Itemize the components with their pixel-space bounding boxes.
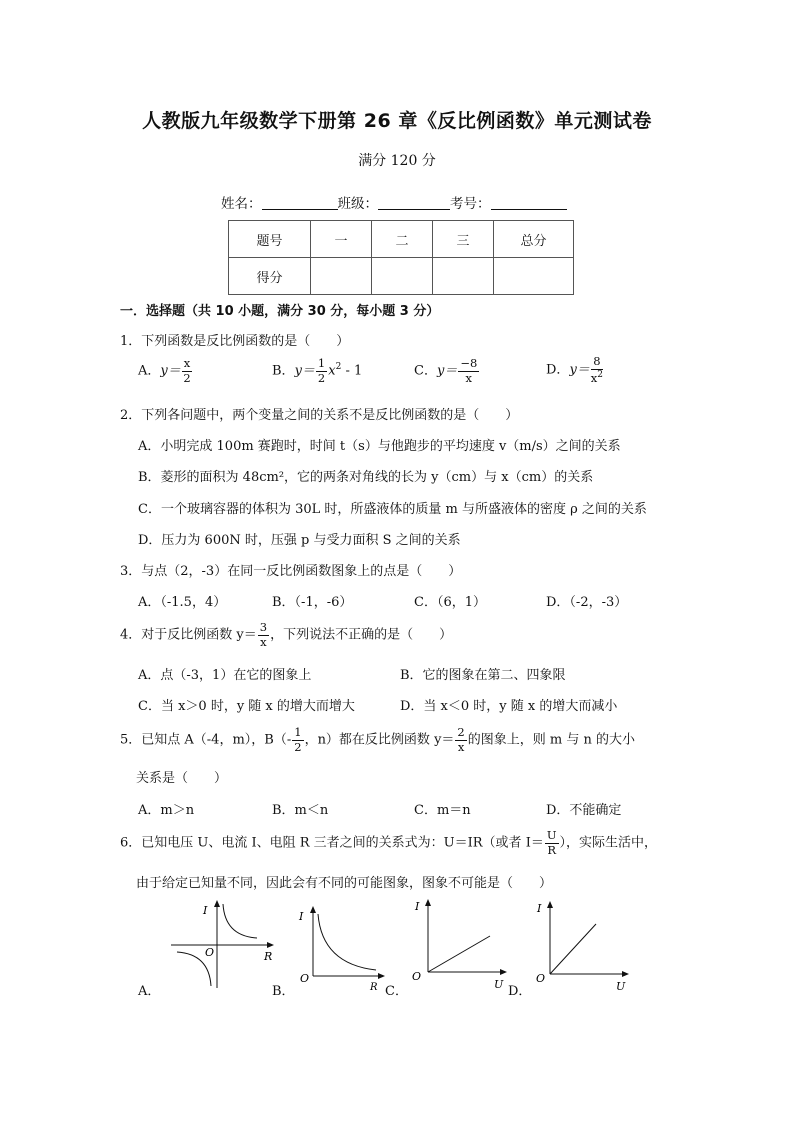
- denominator-base: x: [590, 370, 598, 385]
- fraction: [292, 727, 303, 753]
- numerator: 8: [593, 354, 601, 368]
- q2-option-b[interactable]: B．菱形的面积为 48cm²，它的两条对角线的长为 y（cm）与 x（cm）的关系: [138, 470, 594, 485]
- y-axis-arrow: [214, 900, 220, 907]
- number-label: 考号：: [450, 196, 491, 212]
- origin-label: O: [536, 972, 546, 985]
- option-label: C．: [414, 363, 437, 379]
- graph-a[interactable]: [165, 898, 277, 992]
- x-axis-arrow: [622, 971, 629, 977]
- numerator: 1: [294, 725, 302, 739]
- denominator: 2: [317, 370, 326, 385]
- exponent: 2: [335, 362, 342, 373]
- origin-label: O: [300, 972, 310, 985]
- linear-graph: [428, 936, 490, 972]
- question-3-stem: 3．与点（2，-3）在同一反比例函数图象上的点是（ ）: [120, 564, 462, 579]
- axis-label-x: U: [616, 980, 626, 992]
- option-label: B．: [272, 363, 295, 379]
- numerator: 3: [259, 620, 268, 634]
- question-6-stem: [120, 830, 657, 856]
- formula-lhs: y＝: [436, 363, 458, 379]
- stem-text: ，n）都在反比例函数 y＝: [304, 732, 455, 748]
- name-blank[interactable]: [262, 195, 338, 210]
- q6-option-d-label[interactable]: D．: [508, 984, 532, 999]
- stem-text: 4．对于反比例函数 y＝: [120, 627, 257, 643]
- option-label: A．: [138, 363, 161, 379]
- axis-label-x: U: [494, 978, 504, 991]
- numerator: 2: [457, 725, 465, 739]
- section-heading: 一．选择题（共 10 小题，满分 30 分，每小题 3 分）: [120, 304, 440, 319]
- linear-graph: [550, 924, 596, 974]
- class-label: 班级：: [337, 196, 378, 212]
- x-axis-arrow: [267, 942, 274, 948]
- q2-option-a[interactable]: A．小明完成 100m 赛跑时，时间 t（s）与他跑步的平均速度 v（m/s）之间的关系: [138, 439, 621, 454]
- question-5-stem-line2: 关系是（ ）: [136, 771, 228, 786]
- question-4-stem: [120, 622, 452, 648]
- graph-d[interactable]: [532, 898, 632, 992]
- denominator: 2: [294, 739, 302, 754]
- q6-option-a-label[interactable]: A．: [138, 984, 161, 999]
- q5-option-c[interactable]: C．m＝n: [414, 803, 471, 818]
- denominator: x: [457, 739, 465, 754]
- axis-label-y: I: [537, 902, 542, 915]
- axis-label-x: R: [370, 982, 378, 992]
- q1-option-b[interactable]: [272, 358, 362, 384]
- option-label: D．: [546, 362, 570, 378]
- question-2-stem: 2．下列各问题中，两个变量之间的关系不是反比例函数的是（ ）: [120, 408, 519, 423]
- stem-text: ），实际生活中，: [559, 835, 658, 851]
- class-blank[interactable]: [378, 195, 450, 210]
- denominator: R: [547, 842, 557, 857]
- numerator: x: [183, 356, 191, 370]
- origin-label: O: [412, 970, 422, 983]
- fraction: [455, 727, 466, 753]
- stem-text: 的图象上，则 m 与 n 的大小: [467, 732, 635, 748]
- axis-label-y: I: [203, 904, 208, 917]
- stem-text: 6．已知电压 U、电流 I、电阻 R 三者之间的关系式为：U＝IR（或者 I＝: [120, 835, 544, 851]
- table-cell[interactable]: [433, 258, 494, 295]
- q3-option-a[interactable]: A．（-1.5，4）: [138, 595, 227, 610]
- variable: x: [328, 363, 336, 379]
- curve-branch: [318, 914, 376, 970]
- question-5-stem: [120, 727, 635, 753]
- fraction: [182, 358, 193, 384]
- x-axis-arrow: [378, 973, 385, 979]
- q1-option-a[interactable]: [138, 358, 193, 384]
- q4-option-a[interactable]: A．点（-3，1）在它的图象上: [138, 668, 312, 683]
- table-cell: 三: [433, 221, 494, 258]
- q2-option-c[interactable]: C．一个玻璃容器的体积为 30L 时，所盛液体的质量 m 与所盛液体的密度 ρ 之间的关系: [138, 502, 647, 517]
- exponent: 2: [597, 369, 604, 380]
- x-axis-arrow: [500, 969, 507, 975]
- table-cell[interactable]: [311, 258, 372, 295]
- student-info-line: [221, 192, 567, 212]
- denominator: x: [260, 634, 267, 649]
- table-cell[interactable]: [494, 258, 574, 295]
- table-cell[interactable]: [372, 258, 433, 295]
- curve-branch-1: [223, 904, 257, 938]
- axis-label-y: I: [415, 900, 420, 913]
- table-cell: 一: [311, 221, 372, 258]
- table-cell: 题号: [229, 221, 311, 258]
- fraction: [591, 356, 603, 384]
- q3-option-b[interactable]: B．（-1，-6）: [272, 595, 353, 610]
- numerator: 1: [317, 356, 326, 370]
- stem-text: ，下列说法不正确的是（ ）: [270, 627, 453, 643]
- full-score-subtitle: 满分 120 分: [358, 153, 436, 169]
- q5-option-d[interactable]: D．不能确定: [546, 803, 622, 818]
- y-axis-arrow: [310, 906, 316, 913]
- table-row: [229, 258, 574, 295]
- fraction: [258, 622, 269, 648]
- graph-c[interactable]: [410, 896, 510, 992]
- q4-option-b[interactable]: B．它的图象在第二、四象限: [400, 668, 566, 683]
- q6-option-c-label[interactable]: C．: [385, 984, 408, 999]
- q6-option-b-label[interactable]: B．: [272, 984, 295, 999]
- name-label: 姓名：: [221, 196, 262, 212]
- table-cell: 总分: [494, 221, 574, 258]
- numerator: U: [546, 828, 557, 842]
- q5-option-b[interactable]: B．m＜n: [272, 803, 329, 818]
- q3-option-c[interactable]: C．（6，1）: [414, 595, 486, 610]
- formula-tail: - 1: [341, 363, 363, 379]
- formula-lhs: y＝: [160, 363, 181, 379]
- q2-option-d[interactable]: D．压力为 600N 时，压强 p 与受力面积 S 之间的关系: [138, 533, 461, 548]
- fraction: [458, 358, 479, 384]
- y-axis-arrow: [547, 901, 553, 908]
- q1-option-d[interactable]: [546, 356, 604, 384]
- formula-lhs: y＝: [569, 362, 590, 378]
- question-6-stem-line2: 由于给定已知量不同，因此会有不同的可能图象，图象不可能是（ ）: [136, 876, 553, 891]
- fraction: [316, 358, 327, 384]
- q5-option-a[interactable]: A．m＞n: [138, 803, 195, 818]
- number-blank[interactable]: [491, 195, 567, 210]
- y-axis-arrow: [425, 899, 431, 906]
- score-table: [228, 220, 574, 295]
- denominator: x: [465, 370, 473, 385]
- q4-option-d[interactable]: D．当 x＜0 时，y 随 x 的增大而减小: [400, 699, 618, 714]
- fraction: [545, 830, 559, 856]
- q4-option-c[interactable]: C．当 x＞0 时，y 随 x 的增大而增大: [138, 699, 355, 714]
- numerator: −8: [460, 356, 478, 370]
- stem-text: 5．已知点 A（-4，m），B（-: [120, 732, 292, 748]
- axis-label-x: R: [264, 950, 273, 963]
- page-title: 人教版九年级数学下册第 26 章《反比例函数》单元测试卷: [142, 110, 652, 132]
- axis-label-y: I: [299, 910, 304, 923]
- q3-option-d[interactable]: D．（-2，-3）: [546, 595, 628, 610]
- question-1-stem: 1．下列函数是反比例函数的是（ ）: [120, 334, 350, 349]
- table-row: [229, 221, 574, 258]
- origin-label: O: [205, 946, 215, 959]
- table-cell: 二: [372, 221, 433, 258]
- q1-option-c[interactable]: [414, 358, 480, 384]
- graph-b[interactable]: [296, 904, 388, 992]
- formula-lhs: y＝: [294, 363, 315, 379]
- denominator: 2: [183, 370, 191, 385]
- denominator: [591, 370, 603, 384]
- table-cell: 得分: [229, 258, 311, 295]
